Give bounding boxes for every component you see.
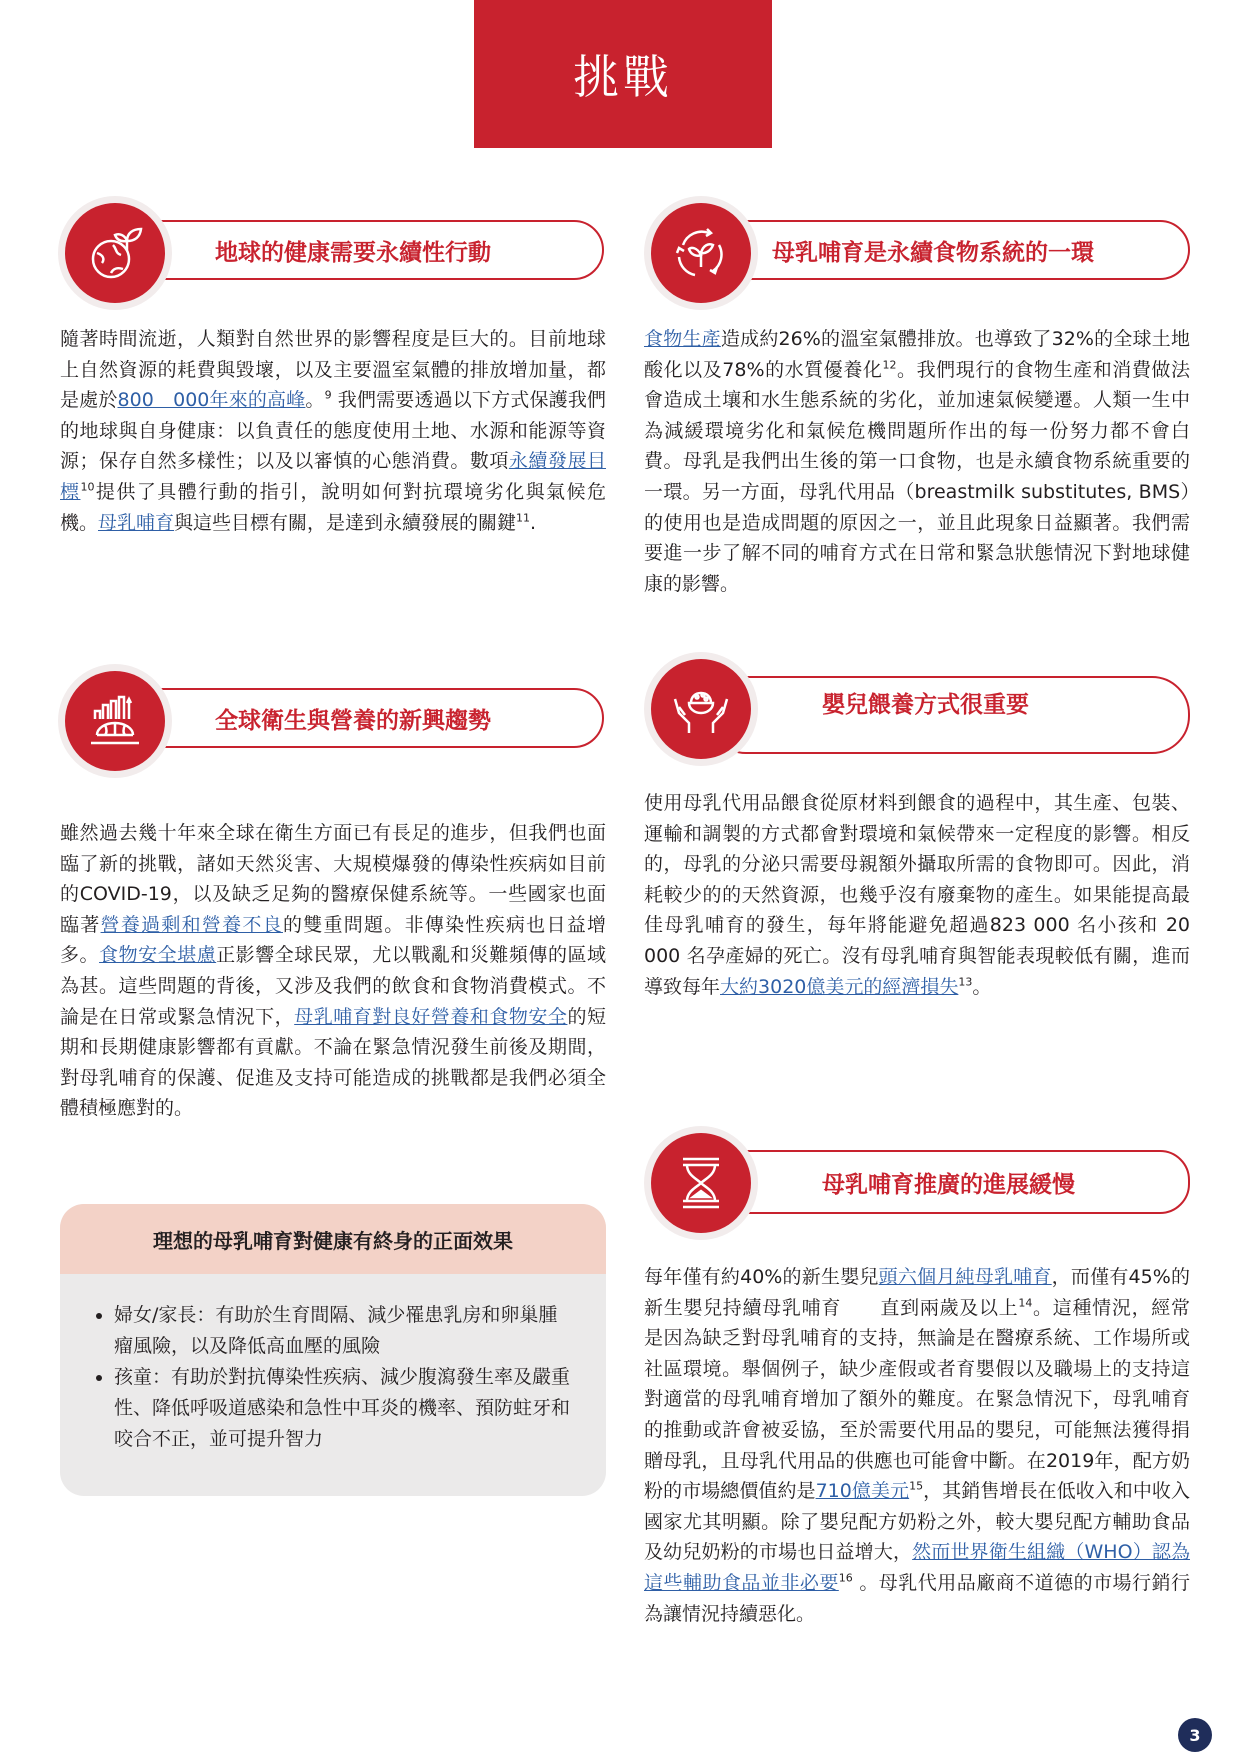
section-body-planet <box>60 324 606 538</box>
link-economic-loss[interactable]: 大約3020億美元的經濟損失 <box>720 975 959 998</box>
link-71-billion[interactable]: 710億美元 <box>815 1480 910 1503</box>
text-run: 的短期和長期健康影響都有貢獻。不論在緊急情況發生前後及期間，對母乳哺育的保護、促進及支持可能造成的挑戰都是我們必須全體積極應對的。 <box>60 1005 606 1120</box>
hands-bowl-icon <box>669 677 733 741</box>
footnote-ref: 13 <box>958 975 973 989</box>
list-item: • 孩童：有助於對抗傳染性疾病、減少腹瀉發生率及嚴重性、降低呼吸道感染和急性中耳炎的機率、預防蛀牙和咬合不正，並可提升智力 <box>114 1362 572 1455</box>
footnote-ref: 14 <box>1018 1296 1033 1310</box>
footnote-ref: 11 <box>516 511 531 525</box>
text-run: ，而僅有45%的新生嬰兒持續母乳哺育 直到兩歲及以上 <box>644 1266 1191 1319</box>
health-trend-icon <box>83 689 147 753</box>
text-run: 提供了具體行動的指引，說明如何對抗環境劣化與氣候危機。 <box>60 480 606 534</box>
text-run: ，其銷售增長在低收入和中收入國家尤其明顯。除了嬰兒配方奶粉之外，較大嬰兒配方輔助食品及幼兒奶粉的市場也日益增大， <box>644 1480 1190 1564</box>
footnote-ref: 16 <box>838 1571 853 1585</box>
link-food-production[interactable]: 食物生產 <box>644 328 721 350</box>
page-title: 挑戰 <box>573 50 673 104</box>
text-run: 。 <box>305 389 325 412</box>
benefits-list <box>88 1300 572 1455</box>
link-double-burden[interactable]: 營養過剩和營養不良 <box>100 913 283 936</box>
section-body-food-system <box>644 324 1190 599</box>
text-run: 。我們現行的食物生產和消費做法會造成土壤和水生態系統的劣化，並加速氣候變遷。人類一生中為減緩環境劣化和氣候危機問題所作出的每一份努力都不會白費。母乳是我們出生後的第一口食物，也是永續食物系統重要的一環。另一方面，母乳代用品（breastmilk substitutes, BMS）的使用也是造成問題的原因之一，並且此現象日益顯著。我們需要進一步了解不同的哺育方式在日常和緊急狀態情況下對地球健康的影響。 <box>644 358 1190 595</box>
recycle-plant-icon <box>669 221 733 285</box>
text-run: 雖然過去幾十年來全球在衛生方面已有長足的進步，但我們也面臨了新的挑戰，諸如天然災害、大規模爆發的傳染性疾病如目前的COVID-19，以及缺乏足夠的醫療保健系統等。一些國家也面臨著 <box>60 822 606 936</box>
text-run: 正影響全球民眾，尤以戰亂和災難頻傳的區域為甚。這些問題的背後，又涉及我們的飲食和食物消費模式。不論是在日常或緊急情況下， <box>60 944 606 1028</box>
icon-badge <box>644 1126 758 1240</box>
link-breastfeeding[interactable]: 母乳哺育 <box>98 511 175 534</box>
link-food-insecurity[interactable]: 食物安全堪慮 <box>99 944 217 967</box>
footnote-ref: 10 <box>80 480 95 494</box>
text-run: 。母乳代用品廠商不道德的市場行銷行為讓情況持續惡化。 <box>644 1571 1190 1625</box>
page-number: 3 <box>1178 1718 1212 1752</box>
text-run: . <box>530 511 537 534</box>
page-title-banner <box>474 0 772 148</box>
section-heading-food-system: 母乳哺育是永續食物系統的一環 <box>772 240 1094 266</box>
icon-badge <box>58 664 172 778</box>
text-run: 隨著時間流逝，人類對自然世界的影響程度是巨大的。目前地球上自然資源的耗費與毀壞，以及主要溫室氣體的排放增加量，都是處於 <box>60 328 606 412</box>
section-heading-planet: 地球的健康需要永續性行動 <box>215 240 491 266</box>
icon-badge <box>644 196 758 310</box>
footnote-ref: 9 <box>324 388 332 402</box>
link-sdg[interactable]: 永續發展目標 <box>60 450 606 503</box>
link-breastfeeding-food-security[interactable]: 母乳哺育對良好營養和食物安全 <box>294 1005 568 1028</box>
lifelong-benefits-callout <box>60 1204 606 1496</box>
section-heading-slow-progress: 母乳哺育推廣的進展緩慢 <box>822 1172 1075 1198</box>
text-run: 我們需要透過以下方式保護我們的地球與自身健康：以負責任的態度使用土地、水源和能源等資源；保存自然多樣性；以及以審慎的心態消費。數項 <box>60 389 606 473</box>
text-run: 。這種情況，經常是因為缺乏對母乳哺育的支持，無論是在醫療系統、工作場所或社區環境。舉個例子，缺少產假或者育嬰假以及職場上的支持這對適當的母乳哺育增加了額外的難度。在緊急情況下，母乳哺育的推動或許會被妥協，至於需要代用品的嬰兒，可能無法獲得捐贈母乳，且母乳代用品的供應也可能會中斷。在2019年，配方奶粉的市場總價值約是 <box>644 1296 1190 1503</box>
callout-heading: 理想的母乳哺育對健康有終身的正面效果 <box>60 1204 606 1274</box>
planet-plant-icon <box>83 221 147 285</box>
icon-badge <box>58 196 172 310</box>
section-heading-trends: 全球衛生與營養的新興趨勢 <box>215 708 491 734</box>
text-run: 的雙重問題。非傳染性疾病也日益增多。 <box>60 913 606 967</box>
text-run: 。 <box>972 975 992 998</box>
section-body-slow-progress <box>644 1262 1190 1629</box>
icon-badge <box>644 652 758 766</box>
section-heading-infant-feeding: 嬰兒餵養方式很重要 <box>822 692 1029 718</box>
list-item: • 婦女/家長：有助於生育間隔、減少罹患乳房和卵巢腫瘤風險，以及降低高血壓的風險 <box>114 1300 572 1362</box>
link-who-not-necessary[interactable]: 然而世界衛生組織（WHO）認為這些輔助食品並非必要 <box>644 1541 1190 1594</box>
link-exclusive-breastfeeding[interactable]: 頭六個月純母乳哺育 <box>878 1266 1052 1288</box>
section-body-trends <box>60 818 606 1124</box>
footnote-ref: 12 <box>882 358 897 372</box>
footnote-ref: 15 <box>909 1479 924 1493</box>
text-run: 與這些目標有關，是達到永續發展的關鍵 <box>174 511 517 534</box>
text-run: 造成約26%的溫室氣體排放。也導致了32%的全球土地酸化以及78%的水質優養化 <box>644 328 1190 381</box>
link-800000-years[interactable]: 800 000年來的高峰 <box>117 389 306 412</box>
hourglass-icon <box>669 1151 733 1215</box>
text-run: 使用母乳代用品餵食從原材料到餵食的過程中，其生產、包裝、運輸和調製的方式都會對環境和氣候帶來一定程度的影響。相反的，母乳的分泌只需要母親額外攝取所需的食物即可。因此，消耗較少的的天然資源，也幾乎沒有廢棄物的產生。如果能提高最佳母乳哺育的發生，每年將能避免超過823 000 名小孩和 20 000 名孕產婦的死亡。沒有母乳哺育與智能表現較低有關，進而導致每年 <box>644 792 1190 998</box>
text-run: 每年僅有約40%的新生嬰兒 <box>644 1266 879 1288</box>
section-body-infant-feeding <box>644 788 1190 1002</box>
